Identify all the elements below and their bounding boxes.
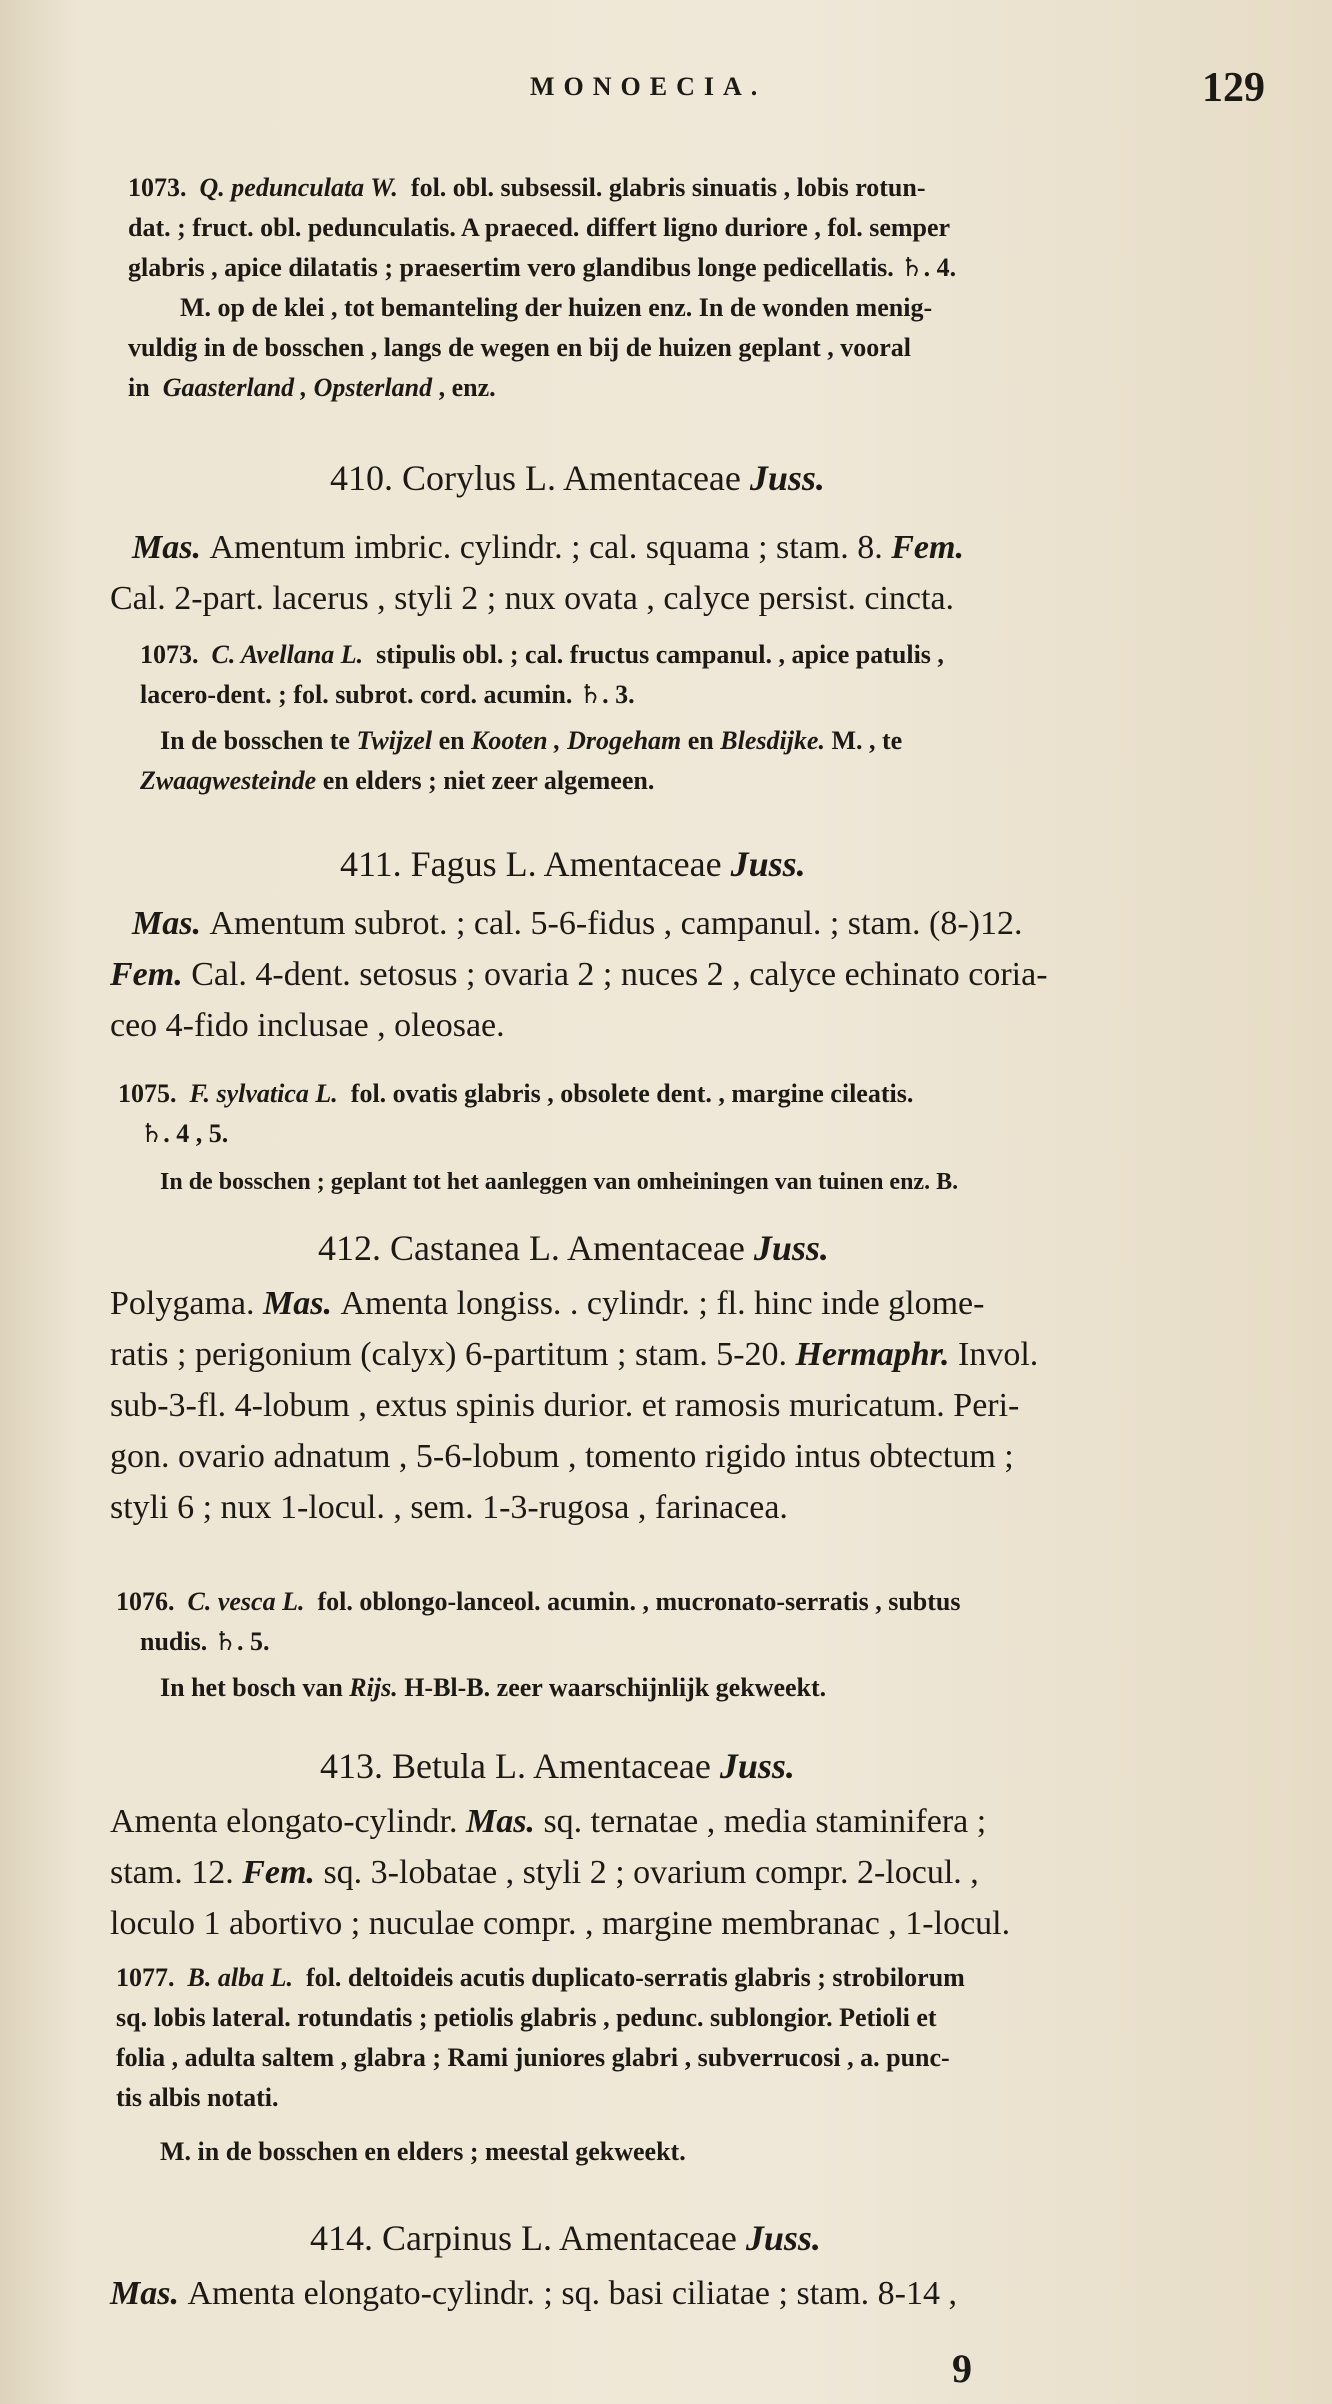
running-header: MONOECIA. (530, 72, 767, 101)
genus-heading-corylus: 410. Corylus L. Amentaceae Juss. (330, 458, 825, 498)
genus-heading-carpinus: 414. Carpinus L. Amentaceae Juss. (310, 2218, 821, 2258)
species-entry-q-pedunculata: 1073. Q. pedunculata W. fol. obl. subsessil. glabris sinuatis , lobis rotun- dat. ; fruct. obl. pedunculatis. A praeced. differt ligno duriore , fol. semper glabris , apice dilatatis ; praesertim vero glandibus longe pedicellatis. ♄. 4. M. op de klei , tot bemanteling der huizen enz. In de wonden menig- vuldig in de bosschen , langs de wegen en bij de huizen geplant , vooral in Gaasterland , Opsterland , enz. (128, 173, 957, 402)
signature-mark: 9 (952, 2346, 972, 2391)
genus-description-fagus: Mas. Amentum subrot. ; cal. 5-6-fidus , campanul. ; stam. (8-)12. Fem. Cal. 4-dent. setosus ; ovaria 2 ; nuces 2 , calyce echinato coria- ceo 4-fido inclusae , oleosae. (110, 905, 1048, 1044)
genus-description-castanea: Polygama. Mas. Amenta longiss. . cylindr. ; fl. hinc inde glome- ratis ; perigonium (calyx) 6-partitum ; stam. 5-20. Hermaphr. Invol. sub-3-fl. 4-lobum , extus spinis durior. et ramosis muricatum. Peri- gon. ovario adnatum , 5-6-lobum , tomento rigido intus obtectum ; styli 6 ; nux 1-locul. , sem. 1-3-rugosa , farinacea. (110, 1285, 1039, 1526)
page-number: 129 (1202, 65, 1265, 111)
genus-heading-castanea: 412. Castanea L. Amentaceae Juss. (318, 1228, 829, 1268)
species-entry-c-vesca: 1076. C. vesca L. fol. oblongo-lanceol. acumin. , mucronato-serratis , subtus nudis. ♄. 5. In het bosch van Rijs. H-Bl-B. zeer waarschijnlijk gekweekt. (116, 1587, 961, 1702)
species-entry-b-alba: 1077. B. alba L. fol. deltoideis acutis duplicato-serratis glabris ; strobilorum sq. lobis lateral. rotundatis ; petiolis glabris , pedunc. sublongior. Petioli et folia , adulta saltem , glabra ; Rami juniores glabri , subverrucosi , a. punc- tis albis notati. M. in de bosschen en elders ; meestal gekweekt. (116, 1963, 965, 2166)
genus-description-carpinus: Mas. Amenta elongato-cylindr. ; sq. basi ciliatae ; stam. 8-14 , (110, 2275, 958, 2312)
genus-heading-betula: 413. Betula L. Amentaceae Juss. (320, 1746, 795, 1786)
species-entry-c-avellana: 1073. C. Avellana L. stipulis obl. ; cal. fructus campanul. , apice patulis , lacero-dent. ; fol. subrot. cord. acumin. ♄. 3. In de bosschen te Twijzel en Kooten , Drogeham en Blesdijke. M. , te Zwaagwesteinde en elders ; niet zeer algemeen. (140, 640, 944, 795)
genus-description-corylus: Mas. Amentum imbric. cylindr. ; cal. squama ; stam. 8. Fem. Cal. 2-part. lacerus , styli 2 ; nux ovata , calyce persist. cincta. (110, 529, 964, 617)
species-entry-f-sylvatica: 1075. F. sylvatica L. fol. ovatis glabris , obsolete dent. , margine cileatis. ♄. 4 , 5. In de bosschen ; geplant tot het aanleggen van omheiningen van tuinen enz. B. (118, 1079, 959, 1195)
genus-heading-fagus: 411. Fagus L. Amentaceae Juss. (340, 844, 806, 884)
genus-description-betula: Amenta elongato-cylindr. Mas. sq. ternatae , media staminifera ; stam. 12. Fem. sq. 3-lobatae , styli 2 ; ovarium compr. 2-locul. , loculo 1 abortivo ; nuculae compr. , margine membranac , 1-locul. (110, 1803, 1011, 1942)
